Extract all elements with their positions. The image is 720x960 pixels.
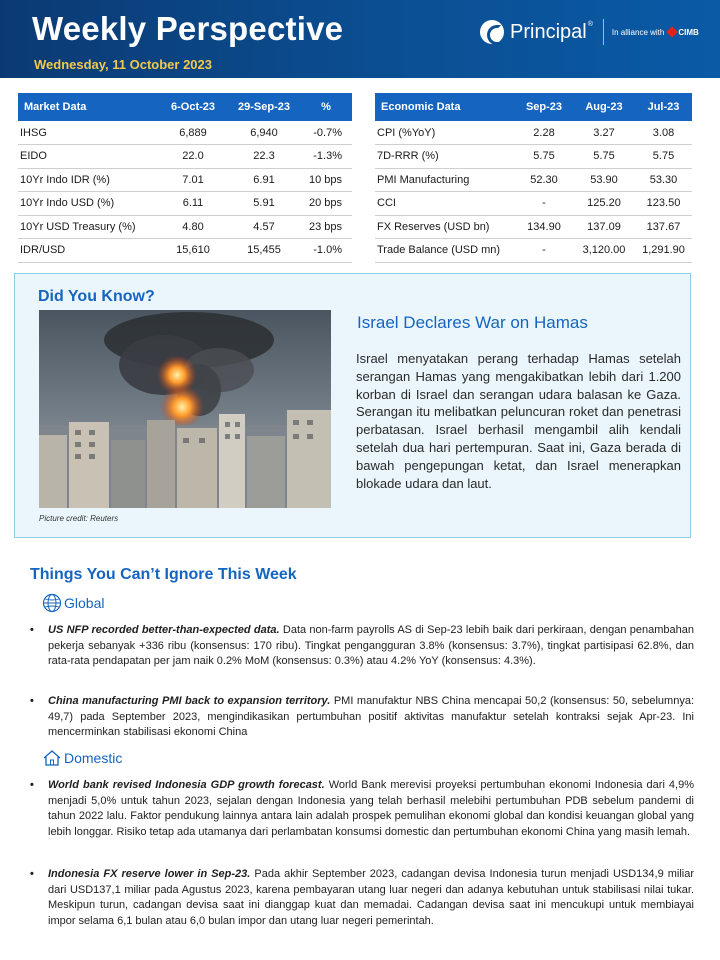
publication-date: Wednesday, 11 October 2023 <box>34 57 212 72</box>
table-row <box>18 215 352 239</box>
market-data-table <box>18 93 352 263</box>
bullet-icon: • <box>30 695 34 707</box>
story-body: Israel menyatakan perang terhadap Hamas setelah serangan Hamas yang mengakibatkan lebih dari 1.200 korban di Israel dan serangan udara balasan ke Gaza. Serangan itu melibatkan peluncuran roket dan penetrasi perbatasan. Israel berhasil mengambil alih kendali setelah dua hari pertempuran. Saat ini, Gaza berada di bawah pengepungan ketat, dan Israel menerapkan blokade udara dan laut. <box>356 351 681 491</box>
global-subheading <box>42 593 104 613</box>
row-label: 10Yr USD Treasury (%) <box>18 215 158 239</box>
cell-value: 53.30 <box>635 168 692 192</box>
cell-value: 125.20 <box>573 192 635 216</box>
page-title: Weekly Perspective <box>32 10 344 47</box>
news-photo <box>39 310 331 508</box>
city-explosion-image <box>39 310 331 508</box>
column-header: Market Data <box>18 93 158 121</box>
cell-value: 6.11 <box>158 192 228 216</box>
house-icon <box>42 749 62 767</box>
alliance-text: In alliance with CIMB <box>611 27 699 37</box>
cell-value: 1,291.90 <box>635 239 692 263</box>
cell-value: 5.75 <box>515 145 573 169</box>
row-label: PMI Manufacturing <box>375 168 515 192</box>
table-row <box>375 192 692 216</box>
did-you-know-box <box>14 273 691 538</box>
table-row <box>18 145 352 169</box>
column-header: 29-Sep-23 <box>228 93 300 121</box>
table-row <box>375 239 692 263</box>
bullet-text: PMI manufaktur NBS China mencapai 50,2 (konsensus: 50, sebelumnya: 49,7) pada September 2023, mengindikasikan pertumbuhan positif aktivitas manufaktur setelah kontraksi sejak Apr-23. Ini mencerminkan stabilisasi ekonomi China <box>48 695 694 738</box>
table-row <box>18 239 352 263</box>
table-row <box>375 168 692 192</box>
table-row <box>375 121 692 145</box>
cell-change: -0.7% <box>300 121 352 145</box>
bullet-lead: World bank revised Indonesia GDP growth forecast. <box>48 779 325 791</box>
column-header: Aug-23 <box>573 93 635 121</box>
row-label: 7D-RRR (%) <box>375 145 515 169</box>
row-label: IDR/USD <box>18 239 158 263</box>
domestic-label: Domestic <box>64 750 123 766</box>
table-row <box>18 121 352 145</box>
cell-value: 22.0 <box>158 145 228 169</box>
row-label: IHSG <box>18 121 158 145</box>
cell-value: 3,120.00 <box>573 239 635 263</box>
cell-value: - <box>515 239 573 263</box>
cell-value: 52.30 <box>515 168 573 192</box>
table-row <box>18 168 352 192</box>
table-header-row <box>375 93 692 121</box>
table-row <box>375 145 692 169</box>
cimb-logo-icon <box>667 26 678 37</box>
cell-value: 4.80 <box>158 215 228 239</box>
cell-value: 4.57 <box>228 215 300 239</box>
cell-value: 3.08 <box>635 121 692 145</box>
cell-value: 5.75 <box>635 145 692 169</box>
brand-divider <box>603 19 604 45</box>
cell-change: -1.0% <box>300 239 352 263</box>
cell-value: 6,889 <box>158 121 228 145</box>
column-header: Economic Data <box>375 93 515 121</box>
cell-value: 2.28 <box>515 121 573 145</box>
row-label: EIDO <box>18 145 158 169</box>
row-label: 10Yr Indo USD (%) <box>18 192 158 216</box>
bullet-icon: • <box>30 868 34 880</box>
bullet-text: Pada akhir September 2023, cadangan devisa Indonesia turun menjadi USD134,9 miliar dari USD137,1 miliar pada Agustus 2023, karena pembayaran utang luar negeri dan adanya kebutuhan untuk stabilisasi nilai tukar. Meskipun turun, cadangan devisa saat ini dianggap kuat dan memadai. Cadangan devisa saat ini mencukupi untuk membiayai impor selama 6,1 bulan atau 6,0 bulan impor dan utang luar negeri pemerintah. <box>48 868 694 927</box>
brand-block <box>480 16 699 48</box>
cell-change: -1.3% <box>300 145 352 169</box>
cell-value: - <box>515 192 573 216</box>
table-row <box>18 192 352 216</box>
cell-value: 6,940 <box>228 121 300 145</box>
cell-value: 53.90 <box>573 168 635 192</box>
list-item <box>30 778 694 840</box>
table-header-row <box>18 93 352 121</box>
row-label: FX Reserves (USD bn) <box>375 215 515 239</box>
cell-change: 23 bps <box>300 215 352 239</box>
did-you-know-title: Did You Know? <box>38 288 155 305</box>
cell-value: 137.09 <box>573 215 635 239</box>
column-header: % <box>300 93 352 121</box>
cell-value: 137.67 <box>635 215 692 239</box>
cell-change: 10 bps <box>300 168 352 192</box>
brand-name: Principal® <box>510 20 593 43</box>
cell-value: 15,455 <box>228 239 300 263</box>
global-label: Global <box>64 595 105 611</box>
column-header: Sep-23 <box>515 93 573 121</box>
economic-data-table <box>375 93 692 263</box>
globe-icon <box>42 593 62 613</box>
cell-value: 22.3 <box>228 145 300 169</box>
table-row <box>375 215 692 239</box>
row-label: Trade Balance (USD mn) <box>375 239 515 263</box>
principal-logo-icon <box>480 20 504 44</box>
photo-credit: Picture credit: Reuters <box>39 514 119 523</box>
section-title: Things You Can’t Ignore This Week <box>30 566 297 583</box>
cell-value: 5.91 <box>228 192 300 216</box>
bullet-lead: Indonesia FX reserve lower in Sep-23. <box>48 868 251 880</box>
page-header <box>0 0 720 78</box>
cell-value: 3.27 <box>573 121 635 145</box>
bullet-icon: • <box>30 779 34 791</box>
list-item <box>30 867 694 929</box>
cell-value: 123.50 <box>635 192 692 216</box>
row-label: CCI <box>375 192 515 216</box>
bullet-text: World Bank merevisi proyeksi pertumbuhan ekonomi Indonesia dari 4,9% menjadi 5,0% untuk tahun 2023, sejalan dengan Indonesia yang telah berhasil melebihi pertumbuhan PDB sebelum pandemi di tahun 2022 lalu. Faktor pendukung lainnya antara lain adalah prospek pemulihan ekonomi global dan kondisi keuangan global yang lebih longgar. Risiko tetap ada utamanya dari perlambatan konsumsi domestic dan pertumbuhan ekonomi China yang masih lemah. <box>48 779 694 838</box>
bullet-icon: • <box>30 624 34 636</box>
cell-value: 7.01 <box>158 168 228 192</box>
story-title: Israel Declares War on Hamas <box>357 313 588 332</box>
cell-value: 5.75 <box>573 145 635 169</box>
bullet-text: Data non-farm payrolls AS di Sep-23 lebih baik dari perkiraan, dengan penambahan pekerja sebanyak +336 ribu (konsensus: 170 ribu). Tingkat pengangguran 3.8% (konsensus: 3.7%), tingkat partisipasi 62.8%, dan rata-rata pendapatan per jam naik 0.2% MoM (konsensus: 0.3%) atau 4.2% YoY (konsensus: 4.3%). <box>48 624 694 667</box>
list-item <box>30 694 694 741</box>
domestic-subheading <box>42 749 122 767</box>
list-item <box>30 623 694 670</box>
cell-value: 6.91 <box>228 168 300 192</box>
cell-value: 134.90 <box>515 215 573 239</box>
row-label: 10Yr Indo IDR (%) <box>18 168 158 192</box>
column-header: Jul-23 <box>635 93 692 121</box>
column-header: 6-Oct-23 <box>158 93 228 121</box>
row-label: CPI (%YoY) <box>375 121 515 145</box>
cell-change: 20 bps <box>300 192 352 216</box>
bullet-lead: China manufacturing PMI back to expansion territory. <box>48 695 331 707</box>
cell-value: 15,610 <box>158 239 228 263</box>
bullet-lead: US NFP recorded better-than-expected data. <box>48 624 280 636</box>
